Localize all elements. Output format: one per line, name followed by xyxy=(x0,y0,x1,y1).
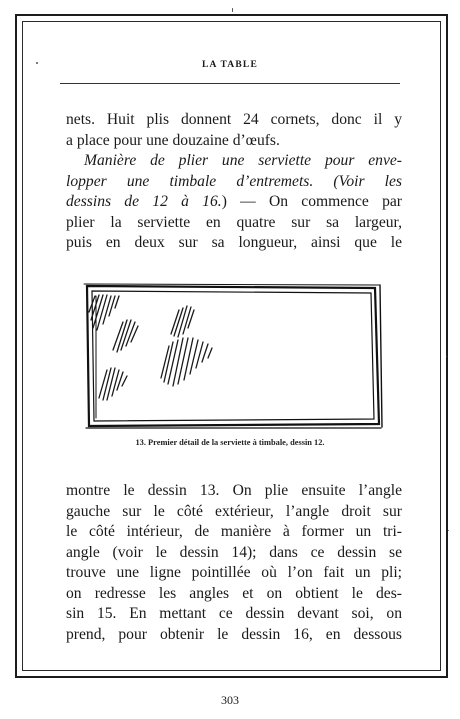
text-line: puis en deux sur sa longueur, ainsi que le xyxy=(66,234,402,251)
text-line: plier la serviette en quatre sur sa largeur, xyxy=(66,213,402,231)
figure-napkin-drawing xyxy=(83,282,383,430)
text-line: prend, pour obtenir le dessin 16, en dessous xyxy=(66,625,402,643)
header-rule xyxy=(60,83,400,84)
text-line: angle (voir le dessin 14); dans ce dessin se xyxy=(66,543,402,561)
figure-caption: 13. Premier détail de la serviette à timbale, dessin 12. xyxy=(135,438,325,447)
print-speck xyxy=(232,8,233,12)
text-line: le côté intérieur, de manière à former un tri- xyxy=(66,523,402,540)
print-speck xyxy=(448,530,449,531)
text-line: nets. Huit plis donnent 24 cornets, donc il y xyxy=(66,111,402,128)
text-line: trouve une ligne pointillée où l’on fait un pli; xyxy=(66,564,402,581)
page-number: 303 xyxy=(221,693,239,707)
text-line: Manière de plier une serviette pour enve- xyxy=(84,152,402,169)
print-speck xyxy=(446,356,447,357)
print-speck xyxy=(36,62,38,64)
text-line: gauche sur le côté extérieur, l’angle droit sur xyxy=(66,502,402,520)
text-line: on redresse les angles et on obtient le des- xyxy=(66,584,402,602)
text-line: dessins de 12 à 16.) — On commence par xyxy=(66,193,403,210)
paragraph-top xyxy=(66,110,402,254)
paragraph-bottom xyxy=(66,481,402,645)
text-line: lopper une timbale d’entremets. (Voir les xyxy=(66,172,402,190)
text-line: sin 15. En mettant ce dessin devant soi, on xyxy=(66,605,402,622)
text-line: a place pour une douzaine d’œufs. xyxy=(66,131,280,149)
running-head: LA TABLE xyxy=(202,60,258,70)
text-line: montre le dessin 13. On plie ensuite l’angle xyxy=(66,482,402,499)
